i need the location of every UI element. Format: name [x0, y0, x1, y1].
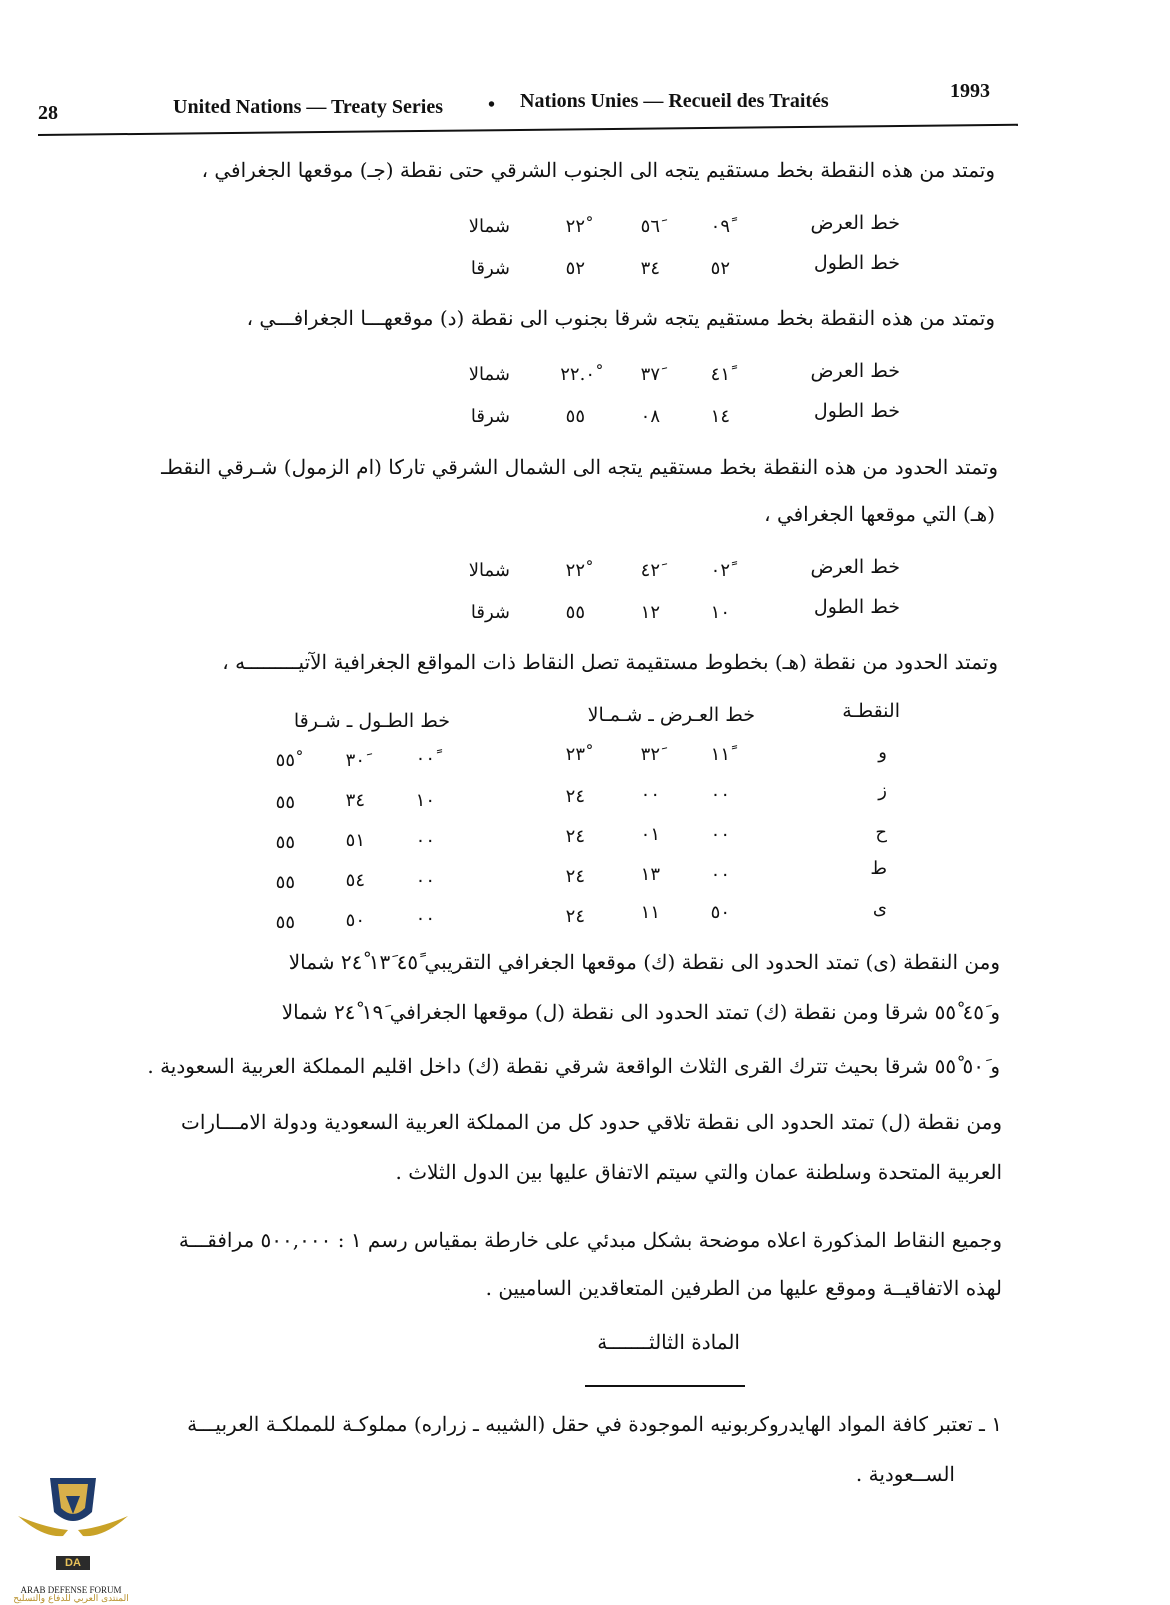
section-d-lat-sec: ٤١ً: [710, 364, 730, 385]
row-lat-min: ٠١: [640, 824, 660, 845]
section-e-lat-min: ٤٢َ: [640, 560, 660, 581]
header-title-en: United Nations — Treaty Series: [173, 96, 443, 118]
logo-name-ar: المنتدى العربي للدفاع والتسليح: [13, 1594, 129, 1604]
section-d-text: وتمتد من هذه النقطة بخط مستقيم يتجه شرقا بجنوب الى نقطة (د) موقعهـــا الجغرافـــي ،: [246, 306, 995, 330]
section-d-lat-dir: شمالا: [468, 364, 510, 385]
section-c-lat-min: ٥٦َ: [640, 216, 660, 237]
paragraph-tripoint-line2: العربية المتحدة وسلطنة عمان والتي سيتم الاتفاق عليها بين الدول الثلاث .: [395, 1160, 1002, 1184]
heading-rule: [585, 1385, 745, 1387]
paragraph-tripoint-line1: ومن نقطة (ل) تمتد الحدود الى نقطة تلاقي حدود كل من المملكة العربية السعودية ودولة الامـــارات: [180, 1110, 1002, 1134]
row-lon-min: ٣٤: [345, 790, 365, 811]
row-lon-deg: ٥٥: [275, 872, 295, 893]
section-d-lat-deg: ٢٢.٠ْ: [560, 364, 595, 385]
row-lon-min: ٣٠َ: [345, 750, 365, 771]
table-header-lat: خط العـرض ـ شـمـالا: [587, 704, 755, 726]
row-lat-min: ١٣: [640, 864, 660, 885]
row-lat-deg: ٢٣ْ: [565, 744, 585, 765]
row-point: و: [878, 742, 887, 763]
row-point: ى: [872, 898, 887, 919]
row-lon-deg: ٥٥: [275, 832, 295, 853]
table-header-point: النقطـة: [842, 700, 900, 722]
row-lon-min: ٥١: [345, 830, 365, 851]
section-d-lon-label: خط الطول: [813, 400, 900, 422]
section-c-lon-min: ٣٤: [640, 258, 660, 279]
article-three-heading: المادة الثالثـــــــة: [597, 1330, 740, 1354]
section-c-lat-sec: ٠٩ً: [710, 216, 730, 237]
row-lon-sec: ٠٠: [415, 908, 435, 929]
section-e-lat-label: خط العرض: [810, 556, 900, 578]
section-d-lon-min: ٠٨: [640, 406, 660, 427]
row-lon-deg: ٥٥: [275, 912, 295, 933]
paragraph-point-k: ومن النقطة (ى) تمتد الحدود الى نقطة (ك) موقعها الجغرافي التقريبي ٤٥ً ١٣َ ٢٤ْ شمالا: [288, 950, 1000, 974]
header-year: 1993: [950, 80, 990, 102]
row-lat-deg: ٢٤: [565, 906, 585, 927]
row-lat-deg: ٢٤: [565, 826, 585, 847]
section-e-lat-sec: ٠٢ً: [710, 560, 730, 581]
section-e-lon-dir: شرقا: [470, 602, 510, 623]
table-header-lon: خط الطـول ـ شـرقا: [293, 710, 450, 732]
paragraph-article3-line2: الســعودية .: [855, 1462, 955, 1486]
section-e-text-line2: (هـ) التي موقعها الجغرافي ،: [764, 502, 995, 526]
row-lon-sec: ١٠: [415, 790, 435, 811]
section-d-lat-min: ٣٧َ: [640, 364, 660, 385]
paragraph-map-line1: وجميع النقاط المذكورة اعلاه موضحة بشكل مبدئي على خارطة بمقياس رسم ١ : ٥٠٠,٠٠٠ مرافقـــة: [178, 1228, 1002, 1252]
row-lat-sec: ٠٠: [710, 824, 730, 845]
row-lat-sec: ٠٠: [710, 784, 730, 805]
logo-abbr: DA: [65, 1557, 81, 1569]
section-d-lon-sec: ١٤: [710, 406, 730, 427]
paragraph-map-line2: لهذه الاتفاقيــة وموقع عليها من الطرفين المتعاقدين الساميين .: [485, 1276, 1002, 1300]
logo-emblem-icon: [8, 1478, 138, 1588]
row-lon-sec: ٠٠: [415, 870, 435, 891]
header-title-fr: Nations Unies — Recueil des Traités: [520, 90, 829, 112]
header-rule: [38, 124, 1018, 136]
row-lon-sec: ٠٠: [415, 830, 435, 851]
row-lon-sec: ٠٠ً: [415, 748, 435, 769]
row-lon-min: ٥٤: [345, 870, 365, 891]
forum-logo: [8, 1478, 138, 1602]
table-intro-text: وتمتد الحدود من نقطة (هـ) بخطوط مستقيمة تصل النقاط ذات المواقع الجغرافية الآتيـــــــــه ،: [222, 650, 998, 674]
row-lat-min: ٠٠: [640, 784, 660, 805]
row-lat-deg: ٢٤: [565, 866, 585, 887]
section-c-lat-deg: ٢٢ْ: [565, 216, 585, 237]
section-e-lon-label: خط الطول: [813, 596, 900, 618]
section-c-lon-dir: شرقا: [470, 258, 510, 279]
section-e-lat-dir: شمالا: [468, 560, 510, 581]
paragraph-point-l: و ٤٥َ ٥٥ْ شرقا ومن نقطة (ك) تمتد الحدود الى نقطة (ل) موقعها الجغرافي ١٩َ ٢٤ْ شمالا: [281, 1000, 1000, 1024]
section-e-text-line1: وتمتد الحدود من هذه النقطة بخط مستقيم يتجه الى الشمال الشرقي تاركا (ام الزمول) شـرقي النقطـ: [161, 455, 998, 479]
section-c-lon-deg: ٥٢: [565, 258, 585, 279]
paragraph-article3-line1: ١ ـ تعتبر كافة المواد الهايدروكربونيه الموجودة في حقل (الشيبه ـ زراره) مملوكـة للمملكـة العربيـــة: [187, 1412, 1002, 1436]
row-point: ط: [870, 858, 887, 879]
section-d-lon-dir: شرقا: [470, 406, 510, 427]
row-point: ح: [875, 822, 887, 843]
section-c-text: وتمتد من هذه النقطة بخط مستقيم يتجه الى الجنوب الشرقي حتى نقطة (جـ) موقعها الجغرافي ،: [201, 158, 995, 182]
row-lat-min: ١١: [640, 902, 660, 923]
row-lat-sec: ٠٠: [710, 864, 730, 885]
section-e-lon-min: ١٢: [640, 602, 660, 623]
page-number: 28: [38, 102, 58, 124]
row-lon-deg: ٥٥: [275, 792, 295, 813]
row-lat-deg: ٢٤: [565, 786, 585, 807]
section-e-lon-sec: ١٠: [710, 602, 730, 623]
row-lon-deg: ٥٥ْ: [275, 750, 295, 771]
row-lat-min: ٣٢َ: [640, 744, 660, 765]
section-c-lon-label: خط الطول: [813, 252, 900, 274]
logo-name-en: ARAB DEFENSE FORUM: [20, 1585, 122, 1595]
section-c-lon-sec: ٥٢: [710, 258, 730, 279]
row-point: ز: [878, 780, 887, 801]
section-c-lat-dir: شمالا: [468, 216, 510, 237]
section-d-lat-label: خط العرض: [810, 360, 900, 382]
paragraph-villages: و ٥٠َ ٥٥ْ شرقا بحيث تترك القرى الثلاث الواقعة شرقي نقطة (ك) داخل اقليم المملكة العربية السعودية .: [147, 1054, 1000, 1078]
section-e-lat-deg: ٢٢ْ: [565, 560, 585, 581]
row-lat-sec: ٥٠: [710, 902, 730, 923]
section-d-lon-deg: ٥٥: [565, 406, 585, 427]
row-lat-sec: ١١ً: [710, 744, 730, 765]
row-lon-min: ٥٠: [345, 910, 365, 931]
section-c-lat-label: خط العرض: [810, 212, 900, 234]
section-e-lon-deg: ٥٥: [565, 602, 585, 623]
header-bullet: •: [488, 94, 496, 116]
